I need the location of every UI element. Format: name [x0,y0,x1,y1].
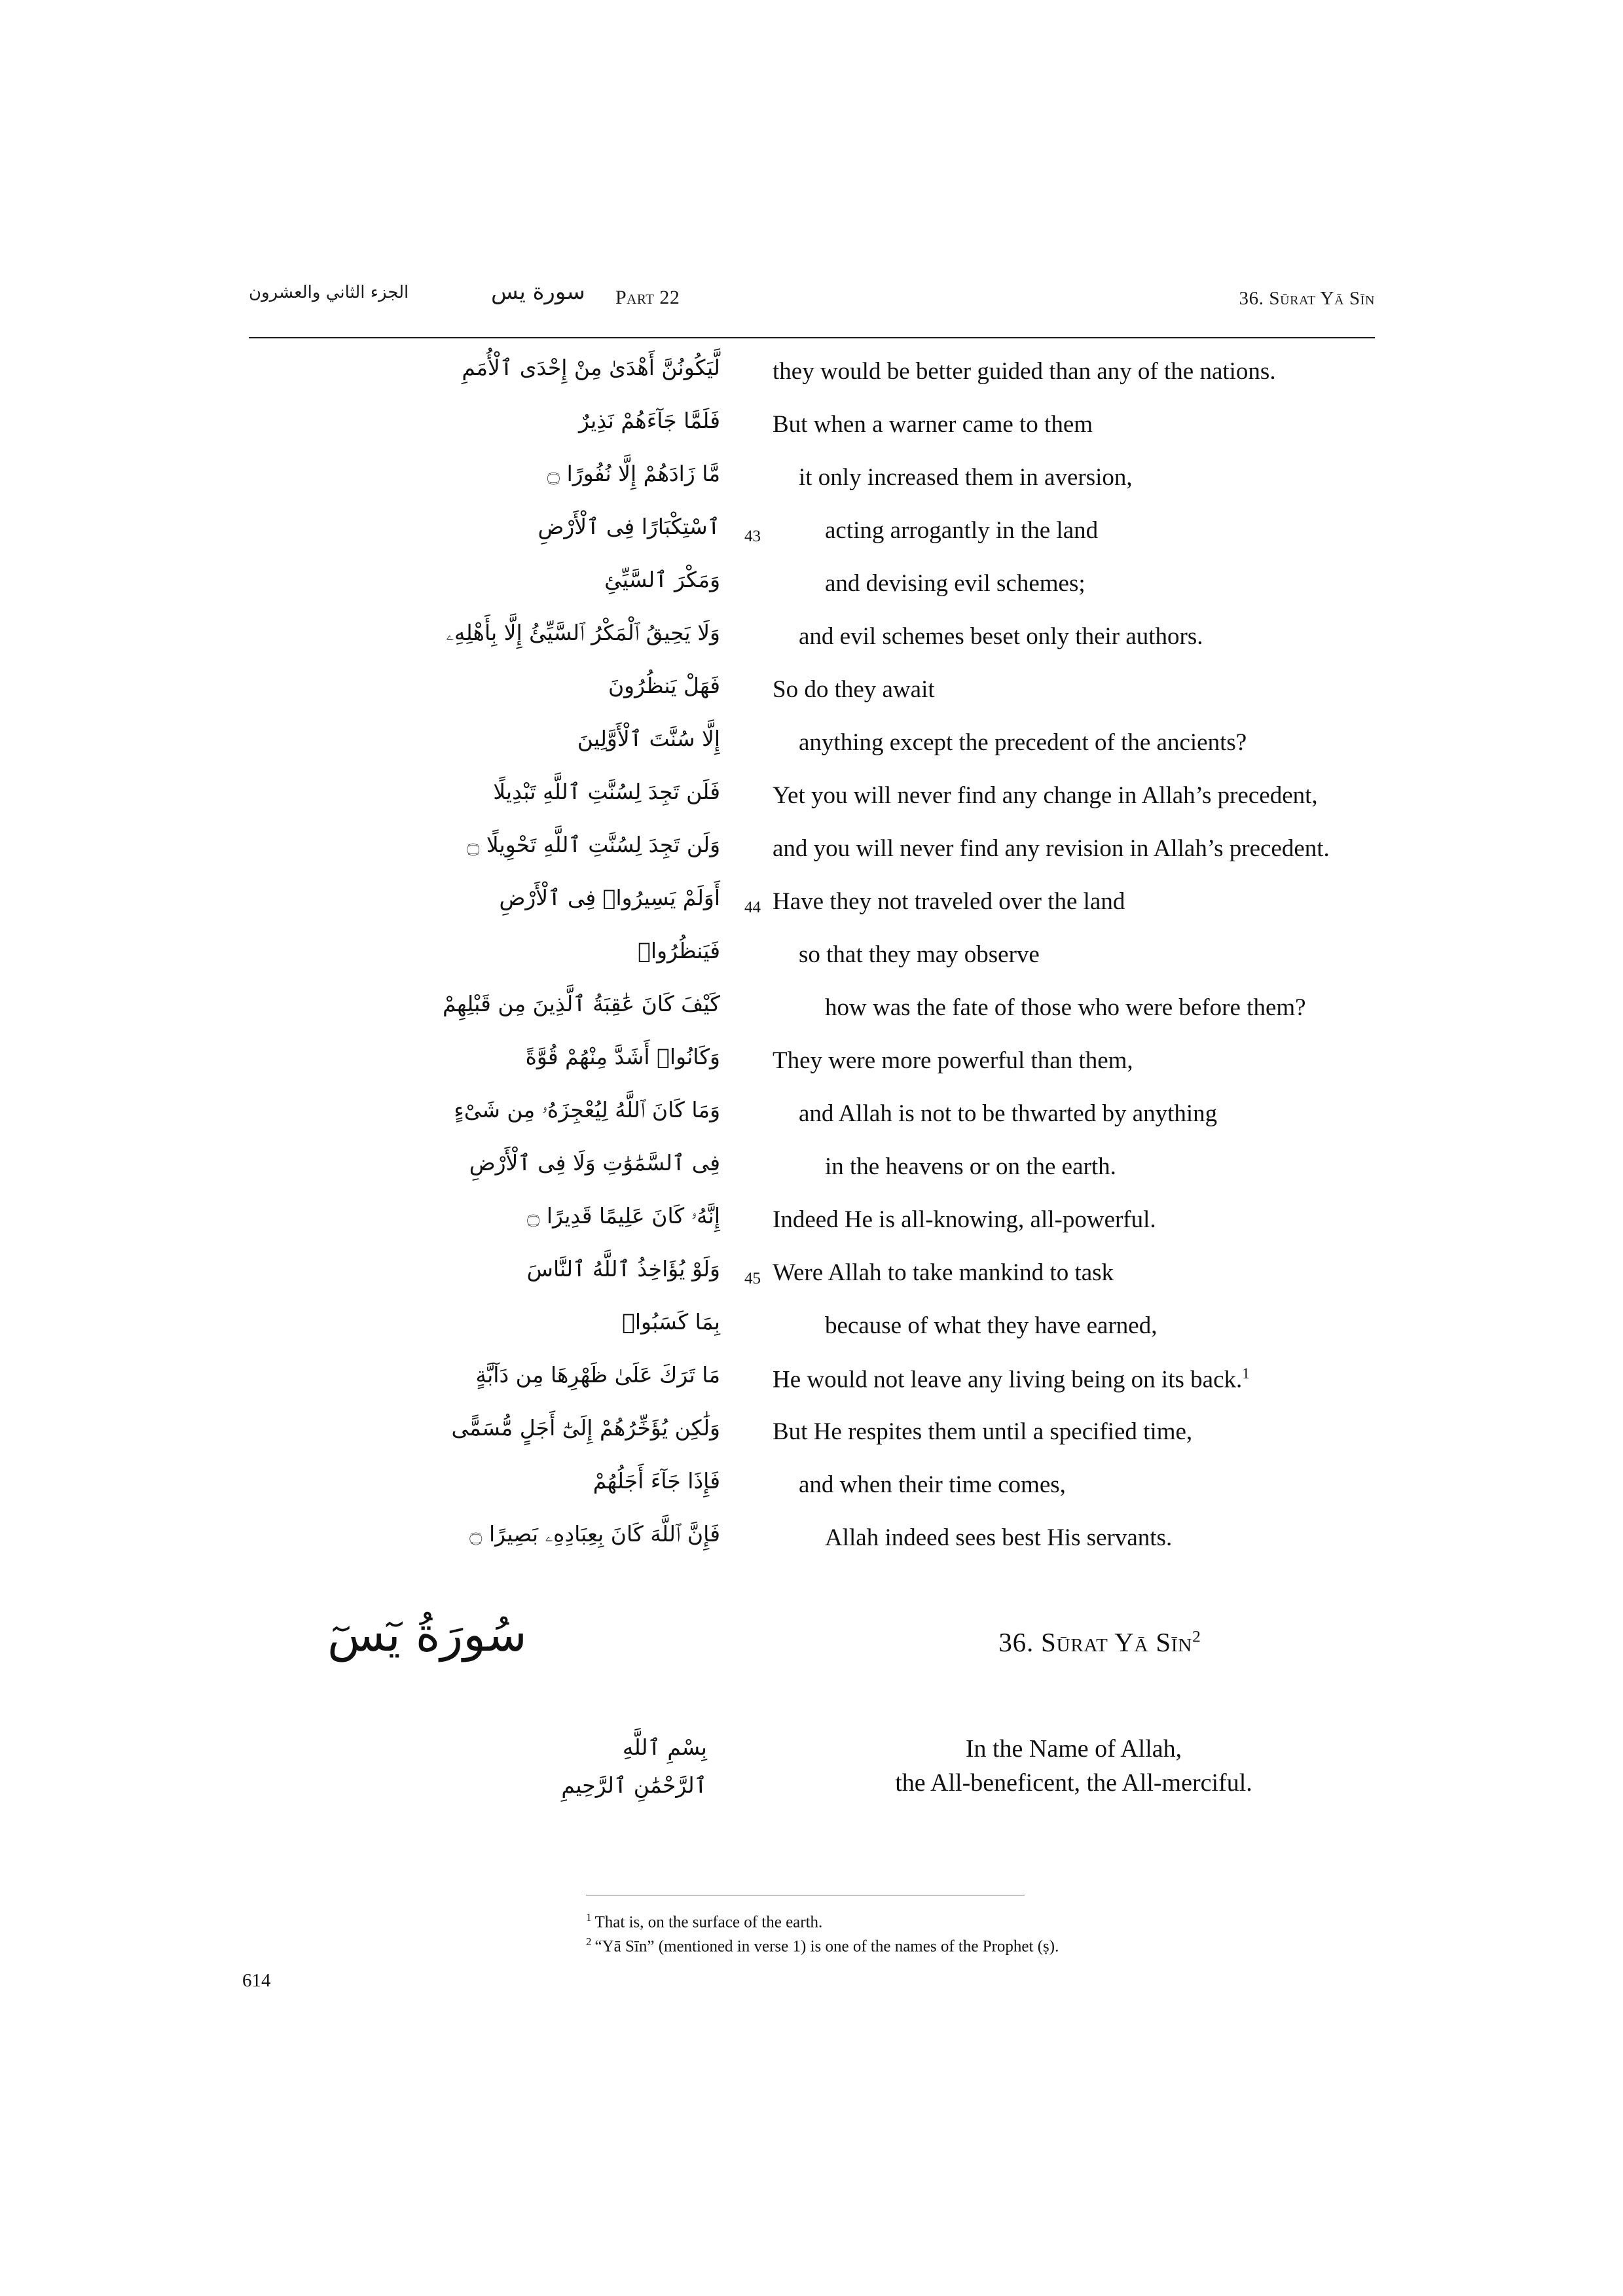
verse-english [799,464,1401,491]
footnote-text: “Yā Sīn” (mentioned in verse 1) is one of the names of the Prophet (ṣ). [594,1937,1059,1956]
verse-english [825,994,1427,1021]
sura-heading-arabic: سُورَةُ يٓسٓ [327,1607,527,1662]
verse-line [249,357,1375,410]
verse-arabic: إِنَّهُۥ كَانَ عَلِيمًا قَدِيرًا ۝ [527,1203,720,1229]
verse-english [825,517,1427,544]
verse-english-text: Indeed He is all-knowing, all-powerful. [773,1206,1156,1233]
verse-english [773,782,1375,809]
footnote-mark: 1 [586,1911,592,1924]
part-label: Part 22 [615,287,680,308]
verse-english [799,1471,1401,1498]
sura-heading [249,1607,1375,1705]
verse-arabic: فَيَنظُرُوا۟ [638,938,720,963]
verse-english-text: and Allah is not to be thwarted by anything [799,1100,1218,1127]
verse-arabic: فَلَمَّا جَآءَهُمْ نَذِيرٌ [578,408,720,433]
basmala-block [249,1734,1375,1846]
verse-arabic: وَلَن تَجِدَ لِسُنَّتِ ٱللَّهِ تَحْوِيلًا ۝ [467,832,720,857]
verse-english-text: He would not leave any living being on its back. [773,1366,1243,1393]
verse-footnote-mark: 1 [1242,1365,1250,1382]
verse-english [773,888,1375,915]
part-ornament-arabic: الجزء الثاني والعشرون [249,283,409,302]
basmala-english-line-2: the All-beneficent, the All-merciful. [895,1769,1252,1797]
verse-english-text: So do they await [773,676,935,703]
verse-arabic: وَلَوْ يُؤَاخِذُ ٱللَّهُ ٱلنَّاسَ [526,1256,720,1282]
verse-arabic: ٱسْتِكْبَارًا فِى ٱلْأَرْضِ [538,514,720,539]
verse-english-text: Allah indeed sees best His servants. [825,1524,1173,1551]
verse-english [773,1206,1375,1233]
basmala-arabic-line-1: بِسْمِ ٱللَّهِ [622,1734,707,1760]
verse-english [773,411,1375,438]
verse-arabic: وَلَا يَحِيقُ ٱلْمَكْرُ ٱلسَّيِّئُ إِلَّا بِأَهْلِهِۦ [446,620,720,645]
verse-english [825,1312,1427,1339]
sura-heading-english-text: 36. Sūrat Yā Sīn [998,1627,1193,1657]
verse-english-text: They were more powerful than them, [773,1047,1133,1074]
verse-english [799,623,1401,650]
verse-line [249,516,1375,569]
verse-arabic: لَّيَكُونُنَّ أَهْدَىٰ مِنْ إِحْدَى ٱلْأُمَمِ [462,355,720,380]
verse-arabic: وَلَٰكِن يُؤَخِّرُهُمْ إِلَىٰٓ أَجَلٍ مُّسَمًّى [451,1415,720,1441]
verse-english-text: Yet you will never find any change in Allah’s precedent, [773,782,1318,809]
verse-line [249,1258,1375,1311]
verse-english-text: acting arrogantly in the land [825,517,1099,544]
verse-line [249,940,1375,993]
sura-heading-footnote-mark: 2 [1192,1627,1201,1646]
verse-line [249,410,1375,463]
verse-line [249,781,1375,834]
verse-line [249,1205,1375,1258]
verse-arabic: وَمَا كَانَ ٱللَّهُ لِيُعْجِزَهُۥ مِن شَىْءٍ [454,1097,720,1122]
verse-english [799,729,1401,756]
verse-english-text: and devising evil schemes; [825,570,1085,597]
verse-line [249,1099,1375,1152]
verse-english [773,1259,1375,1286]
verse-line [249,993,1375,1046]
verse-english-text: and when their time comes, [799,1471,1066,1498]
verse-arabic: فِى ٱلسَّمَٰوَٰتِ وَلَا فِى ٱلْأَرْضِ [469,1150,720,1175]
verse-english [825,570,1427,597]
verse-english-text: anything except the precedent of the ancients? [799,729,1247,756]
verse-line [249,1046,1375,1099]
verse-english-text: because of what they have earned, [825,1312,1158,1339]
verse-line [249,728,1375,781]
verse-arabic: فَلَن تَجِدَ لِسُنَّتِ ٱللَّهِ تَبْدِيلًا [493,779,720,804]
verse-english [773,1418,1375,1445]
verse-english-text: and you will never find any revision in Allah’s precedent. [773,835,1330,862]
verse-english-text: But He respites them until a specified time, [773,1418,1193,1445]
running-header [249,281,1375,327]
verse-english [773,1047,1375,1074]
verse-arabic: أَوَلَمْ يَسِيرُوا۟ فِى ٱلْأَرْضِ [499,885,720,910]
sura-label-english: 36. Sūrat Yā Sīn [1239,288,1375,309]
header-divider [249,337,1375,338]
basmala-english-line-1: In the Name of Allah, [965,1735,1182,1763]
verse-english-text: so that they may observe [799,941,1040,968]
verse-line [249,887,1375,940]
sura-heading-english [825,1626,1375,1658]
verse-english-text: and evil schemes beset only their authors. [799,623,1203,650]
verse-line [249,1417,1375,1470]
basmala-arabic-line-2: ٱلرَّحْمَٰنِ ٱلرَّحِيمِ [561,1772,707,1798]
verse-arabic: فَهَلْ يَنظُرُونَ [608,673,720,698]
verse-line [249,463,1375,516]
verse-line [249,1523,1375,1576]
verse-english [773,835,1375,862]
verse-arabic: وَكَانُوا۟ أَشَدَّ مِنْهُمْ قُوَّةً [525,1044,720,1069]
verse-line [249,1152,1375,1205]
verse-english-text: But when a warner came to them [773,411,1093,438]
footnote-item [586,1934,1372,1958]
verse-english-text: in the heavens or on the earth. [825,1153,1116,1180]
verse-number: 44 [744,899,761,916]
verse-line [249,834,1375,887]
verse-english [825,1153,1427,1180]
verse-english-text: they would be better guided than any of the nations. [773,358,1276,385]
verse-number: 43 [744,528,761,545]
verse-english [773,676,1375,703]
verse-english-text: it only increased them in aversion, [799,464,1133,491]
verse-line [249,569,1375,622]
verse-arabic: بِمَا كَسَبُوا۟ [622,1309,720,1335]
verse-arabic: وَمَكْرَ ٱلسَّيِّئِ [604,567,720,592]
footnote-mark: 2 [586,1935,592,1948]
verse-arabic: مَا تَرَكَ عَلَىٰ ظَهْرِهَا مِن دَآبَّةٍ [475,1362,720,1388]
verse-arabic: مَّا زَادَهُمْ إِلَّا نُفُورًا ۝ [547,461,720,486]
verse-line [249,1364,1375,1417]
verse-line [249,622,1375,675]
verse-english [773,1365,1375,1393]
verse-arabic: فَإِنَّ ٱللَّهَ كَانَ بِعِبَادِهِۦ بَصِيرًا ۝ [469,1521,720,1547]
verse-english [799,941,1401,968]
sura-name-arabic-badge: سورة يس [491,279,585,305]
footnote-item [586,1910,1372,1934]
verse-arabic: فَإِذَا جَآءَ أَجَلُهُمْ [593,1468,720,1494]
verse-english-text: how was the fate of those who were before them? [825,994,1306,1021]
page-number: 614 [242,1970,271,1991]
footnotes [586,1910,1372,1958]
verse-english [825,1524,1427,1551]
verse-body [249,357,1375,1576]
verse-arabic: كَيْفَ كَانَ عَٰقِبَةُ ٱلَّذِينَ مِن قَبْلِهِمْ [443,991,720,1016]
verse-line [249,1470,1375,1523]
verse-english-text: Have they not traveled over the land [773,888,1125,915]
verse-number: 45 [744,1270,761,1287]
verse-english [799,1100,1401,1127]
verse-arabic: إِلَّا سُنَّتَ ٱلْأَوَّلِينَ [577,726,720,751]
footnote-text: That is, on the surface of the earth. [594,1913,823,1931]
verse-english-text: Were Allah to take mankind to task [773,1259,1114,1286]
verse-line [249,675,1375,728]
verse-line [249,1311,1375,1364]
verse-english [773,358,1375,385]
